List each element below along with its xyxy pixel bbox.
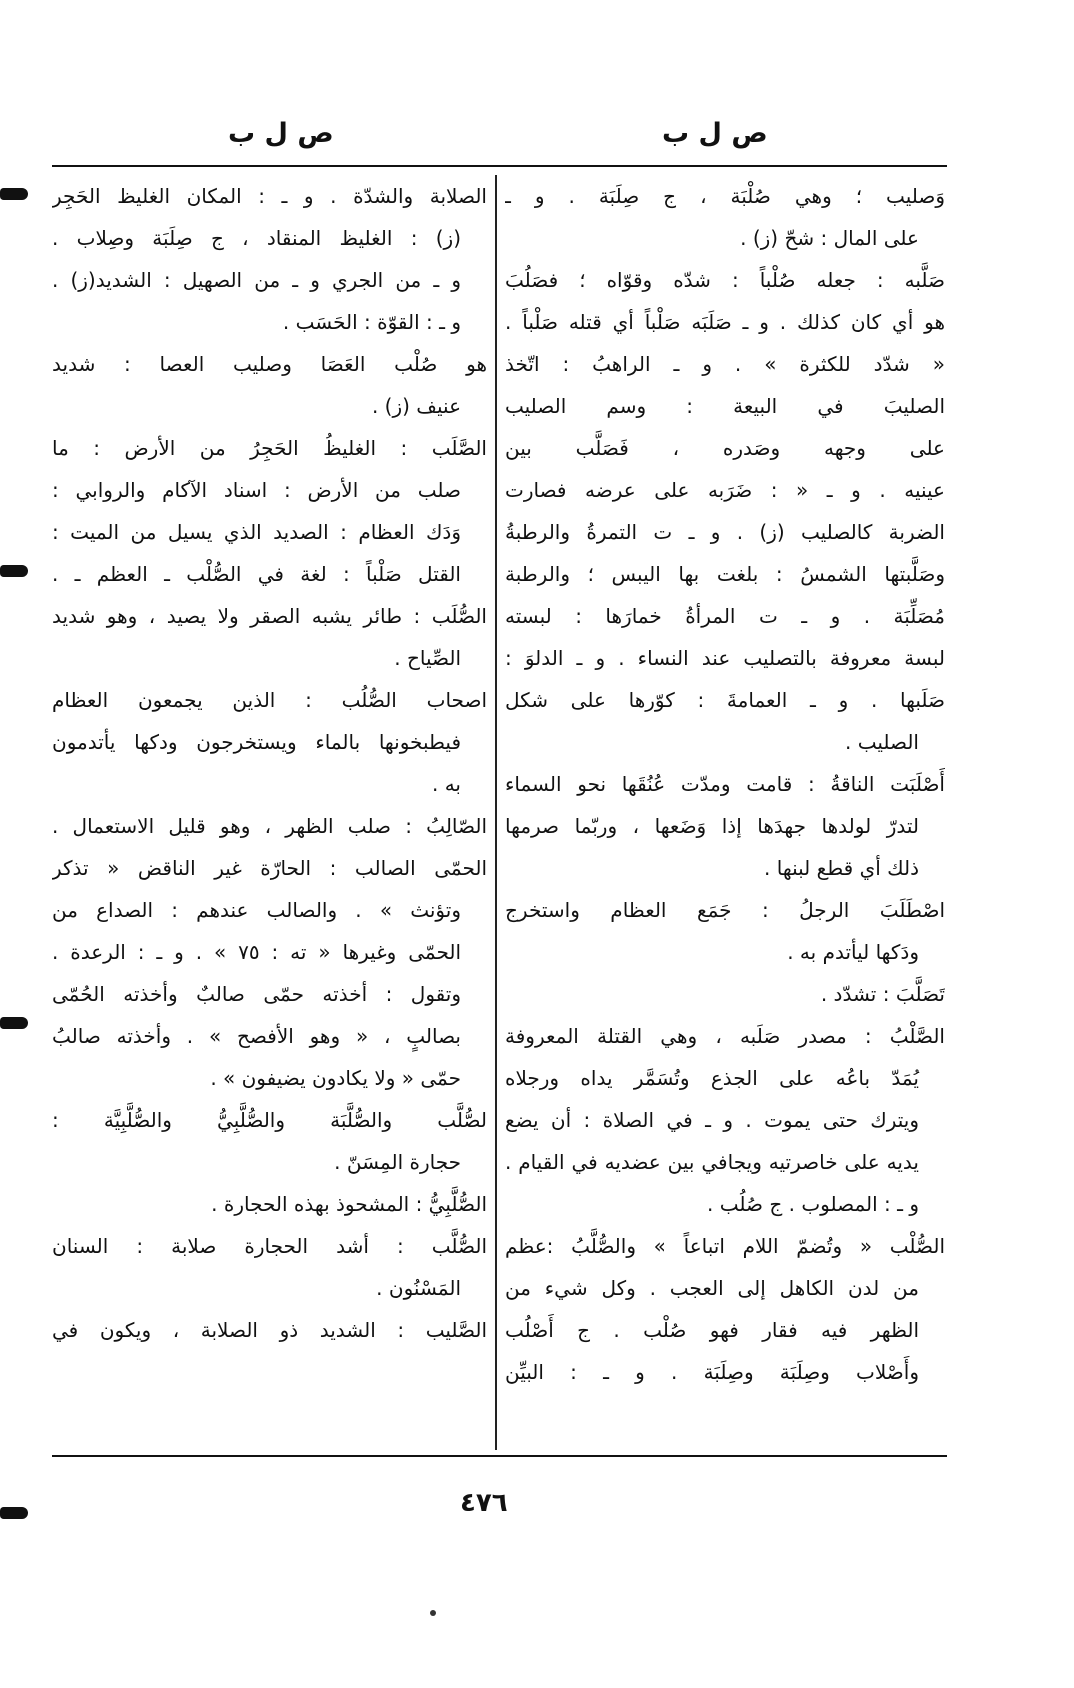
- running-header-right: ص ل ب: [662, 118, 768, 149]
- text-line: وصَلَّبتها الشمسُ : بلغت بها اليبس ؛ والرطبة: [505, 562, 945, 586]
- text-line: يُمَدّ باعُه على الجذع وتُسَمَّر يداه ورجلاه: [505, 1066, 919, 1090]
- entry-line: أَصْلَبَت الناقةُ : قامت ومدّت عُنُقَها نحو السماء: [505, 772, 945, 796]
- text-line: الظهر فيه فقار فهو صُلْب . ج أَصْلُب: [505, 1318, 919, 1342]
- text-line: هو أي كان كذلك . و ـ صَلَبَه صَلْباً أي قتله صَلْباً .: [505, 310, 945, 334]
- entry-line: لصُّلَّب والصُّلَّبَة والصُّلَّبِيُّ والصُّلَّبِيَّة :: [52, 1108, 487, 1132]
- entry-line: هو صُلْب العَصَا وصليب العصا : شديد: [52, 352, 487, 376]
- text-line: عينيه . و ـ « : ضَرَبه على عرضه فصارت: [505, 478, 945, 502]
- text-line: وتقول : أخذته حمّى صالبٌ وأخذته الحُمّى: [52, 982, 461, 1006]
- text-line: الصلابة والشدّة . و ـ : المكان الغليظ الحَجِر: [52, 184, 487, 208]
- text-line: وَدَك العظام : الصديد الذي يسيل من الميت :: [52, 520, 461, 544]
- text-line: المَسْنُون .: [376, 1276, 461, 1300]
- text-line: مُصَلِّبَة . و ـ ت المرأةُ خمارَها : لبسته: [505, 604, 945, 628]
- scan-speck: [430, 1610, 436, 1616]
- page-number: ٤٧٦: [460, 1488, 508, 1518]
- text-line: الضربة كالصليب (ز) . و ـ ت التمرةُ والرطبةُ: [505, 520, 945, 544]
- scan-edge-mark: [0, 188, 28, 200]
- text-line: من لدن الكاهل إلى العجب . وكل شيء من: [505, 1276, 919, 1300]
- text-line: صَلَبها . و ـ العمامةَ : كوّرها على شكل: [505, 688, 945, 712]
- entry-line: الصُّلْب « وتُضمّ اللام اتباعاً » والصُّلَّبُ :عظم: [505, 1234, 945, 1258]
- column-divider: [495, 175, 497, 1450]
- text-line: وتؤنث » . والصالب عندهم : الصداع من: [52, 898, 461, 922]
- text-line: حجارة المِسَنّ .: [334, 1150, 461, 1174]
- scan-edge-mark: [0, 565, 28, 577]
- text-line: وأَصْلاب وصِلَبَة وصِلَبَة . و ـ : البيِّن: [505, 1360, 919, 1384]
- entry-line: اصْطَلَبَ الرجلُ : جَمَع العظام واستخرج: [505, 898, 945, 922]
- text-line: عنيف (ز) .: [371, 394, 461, 418]
- text-line: الصِّياح .: [394, 646, 461, 670]
- text-line: به .: [431, 772, 461, 796]
- text-line: لتدرّ لولدها جهدَها إذا وَضَعها ، وربّما صرمها: [505, 814, 919, 838]
- left-column: [52, 175, 487, 1445]
- entry-line: الصُّلَّبِيُّ : المشحوذ بهذه الحجارة .: [211, 1192, 487, 1216]
- entry-line: الحمّى الصالب : الحارّة غير الناقض « تذكر: [52, 856, 487, 880]
- running-header-left: ص ل ب: [228, 118, 334, 149]
- text-line: صلب من الأرض : اسناد الآكام والروابي :: [52, 478, 461, 502]
- text-line: ويترك حتى يموت . و ـ في الصلاة : أن يضع: [505, 1108, 919, 1132]
- entry-line: الصَّلْبُ : مصدر صَلَبه ، وهي القتلة المعروفة: [505, 1024, 945, 1048]
- entry-line: صَلَّبه : جعله صُلْباً : شدّه وقوّاه ؛ فصَلُبَ: [505, 268, 945, 292]
- bottom-rule: [52, 1455, 947, 1457]
- text-line: « شدّد للكثرة » . و ـ الراهبُ : اتّخذ: [505, 352, 945, 376]
- text-line: يديه على خاصرتيه ويجافي بين عضديه في القيام .: [505, 1150, 919, 1174]
- text-line: بصالبٍ ، « وهو الأفصح » . وأخذته صالبُ: [52, 1024, 461, 1048]
- text-line: الصليب .: [844, 730, 919, 754]
- right-column: [505, 175, 945, 1445]
- entry-line: تَصَلَّبَ : تشدّد .: [820, 982, 945, 1006]
- text-line: الحمّى وغيرها « ته : ٧٥ » . و ـ : الرعدة .: [52, 940, 462, 964]
- text-line: ودَكها ليأتدم به .: [787, 940, 919, 964]
- entry-line: الصُّلَّب : أشد الحجارة صلابة : السنان: [52, 1234, 487, 1258]
- text-line: القتل صَلْباً : لغة في الصُّلْب ـ العظم ـ .: [52, 562, 461, 586]
- scan-edge-mark: [0, 1017, 28, 1029]
- entry-line: اصحاب الصُّلُب : الذين يجمعون العظام: [52, 688, 487, 712]
- text-line: (ز) : الغليظ المنقاد ، ج صِلَبَة وصِلاب .: [52, 226, 461, 250]
- scan-edge-mark: [0, 1507, 28, 1519]
- text-line: على المال : شحّ (ز) .: [740, 226, 919, 250]
- entry-line: الصَّليب : الشديد ذو الصلابة ، ويكون في: [52, 1318, 487, 1342]
- text-line: الصليبَ في البيعة : وسم الصليب: [505, 394, 945, 418]
- text-line: وَصليب ؛ وهي صُلْبَة ، ج صِلَبَة . و ـ: [505, 184, 945, 208]
- text-line: و ـ من الجري و ـ من الصهيل : الشديد(ز) .: [52, 268, 461, 292]
- text-line: على وجهه وصَدره ، فَصَلَّب بين: [505, 436, 945, 460]
- text-line: ذلك أي قطع لبنها .: [764, 856, 919, 880]
- text-line: فيطبخونها بالماء ويستخرجون ودكها يأتدمون: [52, 730, 461, 754]
- text-line: و ـ : القوّة : الحَسَب .: [282, 310, 461, 334]
- text-line: و ـ : المصلوب . ج صُلُب .: [707, 1192, 919, 1216]
- entry-line: الصُّلَب : طائر يشبه الصقر ولا يصيد ، وهو شديد: [52, 604, 487, 628]
- top-rule: [52, 165, 947, 167]
- text-line: لبسة معروفة بالتصليب عند النساء . و ـ الدلوَ :: [505, 646, 945, 670]
- entry-line: الصَّلَب : الغليظُ الحَجِرُ من الأرض : ما: [52, 436, 487, 460]
- text-line: حمّى « ولا يكادون يضيفون » .: [210, 1066, 461, 1090]
- entry-line: الصّالِبُ : صلب الظهر ، وهو قليل الاستعمال .: [52, 814, 487, 838]
